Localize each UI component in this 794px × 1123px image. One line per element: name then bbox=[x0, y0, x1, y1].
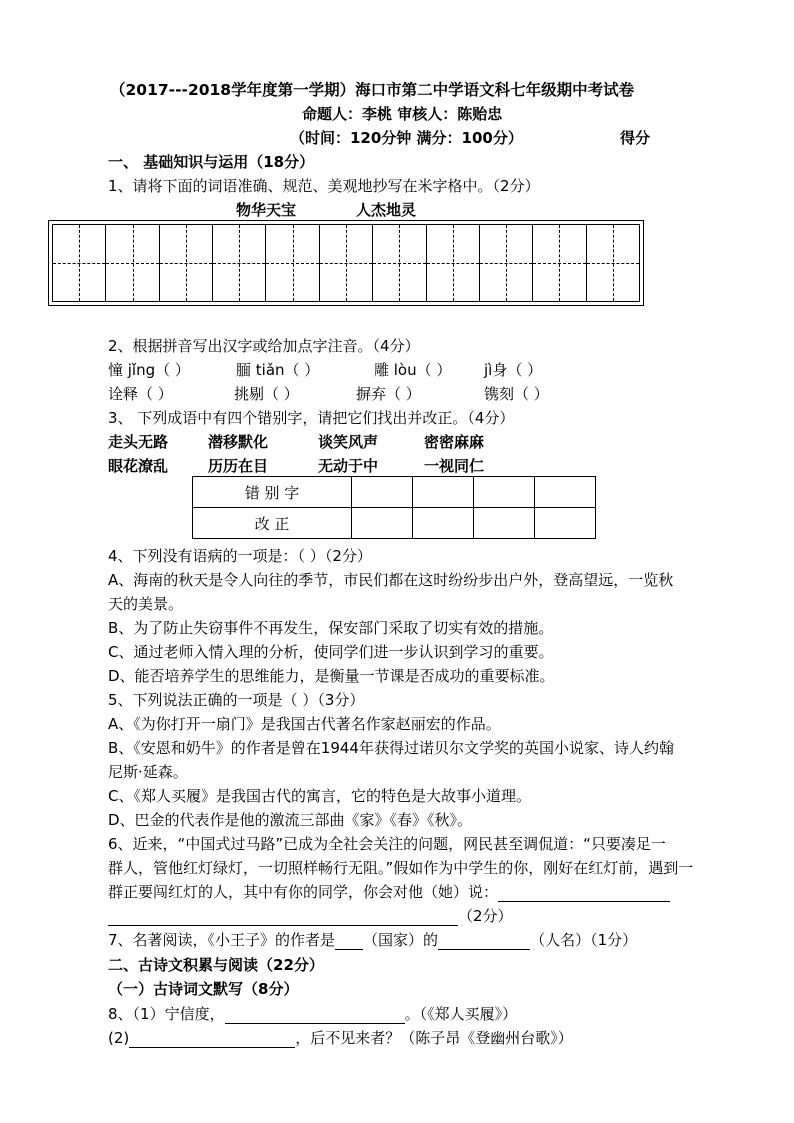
q8b-end: ，后不见来者？（陈子昂《登幽州台歌》） bbox=[295, 1029, 573, 1047]
q7-country-blank[interactable] bbox=[335, 933, 363, 950]
grid-cell[interactable] bbox=[373, 225, 426, 301]
q8a-blank[interactable] bbox=[225, 1007, 405, 1024]
q6-line2: 群人，管他红灯绿灯，一切照样畅行无阻。”假如作为中学生的你，刚好在红灯前，遇到一 bbox=[108, 859, 694, 877]
q8-line2 bbox=[108, 1028, 573, 1048]
q4-option-d: D、能否培养学生的思维能力，是衡量一节课是否成功的重要标准。 bbox=[108, 667, 555, 685]
idiom: 密密麻麻 bbox=[424, 433, 485, 451]
q8b-blank[interactable] bbox=[129, 1031, 295, 1048]
answer-cell[interactable] bbox=[474, 477, 535, 508]
q6-line1: 6、近来，“中国式过马路”已成为全社会关注的问题，网民甚至调侃道：“只要凑足一 bbox=[108, 835, 666, 853]
time-score-line: （时间：120分钟 满分：100分） bbox=[290, 129, 523, 147]
idiom: 潜移默化 bbox=[208, 433, 269, 451]
correct-header: 改 正 bbox=[193, 508, 352, 539]
q4-text: 4、下列没有语病的一项是：（ ）（2分） bbox=[108, 547, 372, 565]
grid-cell[interactable] bbox=[587, 225, 639, 301]
grid-cell[interactable] bbox=[320, 225, 373, 301]
q2-item[interactable]: 雕 lòu（ ） bbox=[374, 361, 452, 379]
q5-option-c: C、《郑人买履》是我国古代的寓言，它的特色是大故事小道理。 bbox=[108, 787, 531, 805]
q7-name-blank[interactable] bbox=[438, 933, 530, 950]
answer-cell[interactable] bbox=[352, 508, 413, 539]
q6-line3 bbox=[108, 882, 670, 902]
q2-text: 2、根据拼音写出汉字或给加点字注音。（4分） bbox=[108, 337, 420, 355]
q2-item[interactable]: jì身（ ） bbox=[484, 361, 543, 379]
q1-word2: 人杰地灵 bbox=[356, 201, 417, 219]
q6-line4 bbox=[108, 906, 513, 926]
q2-item[interactable]: 腼 tiǎn（ ） bbox=[236, 361, 320, 379]
wrong-char-header: 错 别 字 bbox=[193, 477, 352, 508]
q5-text: 5、下列说法正确的一项是（ ）（3分） bbox=[108, 691, 365, 709]
q2-item[interactable]: 镌刻（ ） bbox=[484, 385, 549, 403]
grid-cell[interactable] bbox=[213, 225, 266, 301]
q2-item[interactable]: 憧 jǐng（ ） bbox=[108, 361, 190, 379]
q2-item[interactable]: 挑剔（ ） bbox=[234, 385, 299, 403]
grid-cell[interactable] bbox=[53, 225, 106, 301]
q5-option-d: D、巴金的代表作是他的激流三部曲《家》《春》《秋》。 bbox=[108, 811, 473, 829]
q4-option-a-cont: 天的美景。 bbox=[108, 595, 184, 613]
idiom: 无动于中 bbox=[318, 457, 379, 475]
grid-cell[interactable] bbox=[266, 225, 319, 301]
q8a-end: 。（《郑人买履》） bbox=[404, 1005, 518, 1023]
q7-pre: 7、名著阅读，《小王子》的作者是 bbox=[108, 931, 336, 949]
writing-grid[interactable] bbox=[48, 220, 644, 306]
idiom: 谈笑风声 bbox=[318, 433, 379, 451]
q5-option-b-cont: 尼斯·延森。 bbox=[108, 763, 188, 781]
section1-heading: 一、 基础知识与运用（18分） bbox=[108, 153, 315, 171]
idiom: 眼花潦乱 bbox=[108, 457, 169, 475]
q6-line3-text: 群正要闯红灯的人，其中有你的同学，你会对他（她）说： bbox=[108, 883, 499, 901]
idiom: 历历在目 bbox=[208, 457, 269, 475]
q1-word1: 物华天宝 bbox=[236, 201, 297, 219]
q1-text: 1、请将下面的词语准确、规范、美观地抄写在米字格中。（2分） bbox=[108, 177, 540, 195]
q8a-pre: 8、（1）宁信度， bbox=[108, 1005, 225, 1023]
q8b-pre: (2) bbox=[108, 1029, 130, 1047]
section2-heading: 二、古诗文积累与阅读（22分） bbox=[108, 956, 324, 974]
answer-cell[interactable] bbox=[413, 508, 474, 539]
exam-title: （2017---2018学年度第一学期）海口市第二中学语文科七年级期中考试卷 bbox=[110, 81, 635, 99]
grid-cell[interactable] bbox=[160, 225, 213, 301]
q7-end: （人名）（1分） bbox=[530, 931, 638, 949]
q6-points: （2分） bbox=[458, 907, 513, 925]
answer-cell[interactable] bbox=[352, 477, 413, 508]
q7-mid: （国家）的 bbox=[363, 931, 439, 949]
authors-line: 命题人：李桃 审核人：陈贻忠 bbox=[302, 105, 503, 123]
grid-cell[interactable] bbox=[427, 225, 480, 301]
answer-cell[interactable] bbox=[535, 508, 596, 539]
q4-option-b: B、为了防止失窃事件不再发生，保安部门采取了切实有效的措施。 bbox=[108, 619, 554, 637]
grid-cell[interactable] bbox=[480, 225, 533, 301]
answer-cell[interactable] bbox=[413, 477, 474, 508]
q4-option-c: C、通过老师入情入理的分析，使同学们进一步认识到学习的重要。 bbox=[108, 643, 554, 661]
idiom: 走头无路 bbox=[108, 433, 169, 451]
grid-cell[interactable] bbox=[533, 225, 586, 301]
q4-option-a: A、海南的秋天是令人向往的季节，市民们都在这时纷纷步出户外，登高望远，一览秋 bbox=[108, 571, 674, 589]
q2-item[interactable]: 诠释（ ） bbox=[108, 385, 173, 403]
answer-cell[interactable] bbox=[474, 508, 535, 539]
q7-line bbox=[108, 930, 637, 950]
idiom: 一视同仁 bbox=[424, 457, 485, 475]
q5-option-b: B、《安恩和奶牛》的作者是曾在1944年获得过诺贝尔文学奖的英国小说家、诗人约翰 bbox=[108, 739, 674, 757]
section2-sub: （一）古诗词文默写（8分） bbox=[108, 980, 299, 998]
correction-table bbox=[192, 476, 596, 539]
q6-answer-blank[interactable] bbox=[108, 909, 458, 926]
answer-cell[interactable] bbox=[535, 477, 596, 508]
q3-text: 3、 下列成语中有四个错别字，请把它们找出并改正。（4分） bbox=[108, 409, 515, 427]
q2-item[interactable]: 摒弃（ ） bbox=[356, 385, 421, 403]
q6-answer-blank[interactable] bbox=[498, 885, 670, 902]
score-label: 得分 bbox=[620, 129, 651, 147]
grid-cell[interactable] bbox=[106, 225, 159, 301]
q5-option-a: A、《为你打开一扇门》是我国古代著名作家赵丽宏的作品。 bbox=[108, 715, 501, 733]
q8-line1 bbox=[108, 1004, 517, 1024]
